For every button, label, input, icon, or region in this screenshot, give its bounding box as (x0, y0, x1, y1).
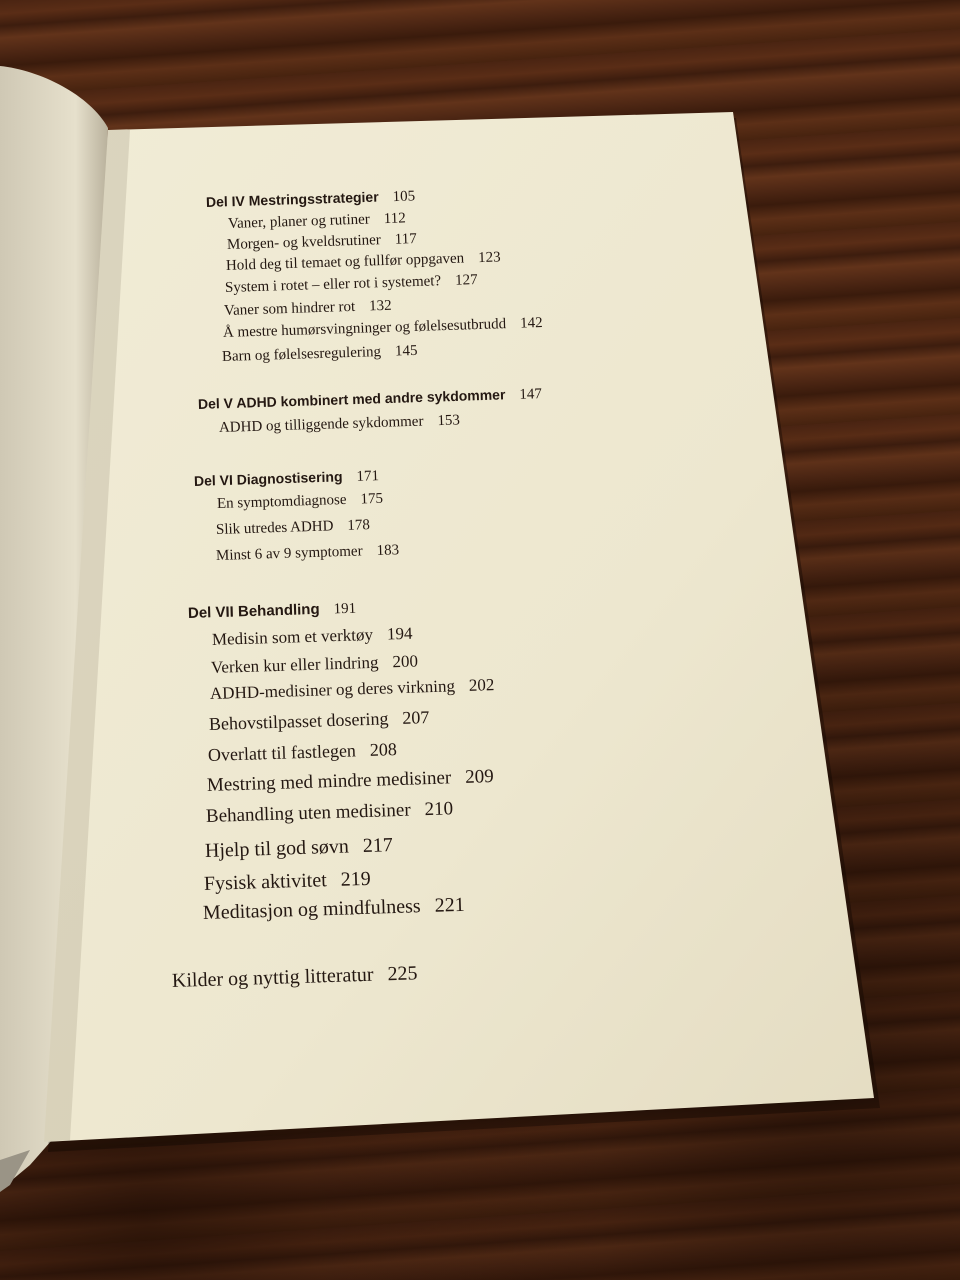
toc-item: ADHD-medisiner og deres virkning 202 (209, 675, 495, 703)
toc-item: Slik utredes ADHD 178 (215, 517, 371, 538)
toc-item: Barn og følelsesregulering 145 (221, 342, 418, 365)
toc-item: System i rotet – eller rot i systemet? 127 (224, 272, 478, 296)
toc-part-heading: Del IV Mestringsstrategier 105 (205, 188, 416, 210)
toc-item: Hold deg til temaet og fullfør oppgaven 123 (225, 249, 501, 274)
toc-part-heading: Del VII Behandling 191 (187, 600, 357, 622)
toc-closing-entry: Kilder og nyttig litteratur 225 (171, 962, 418, 992)
toc-item: Minst 6 av 9 symptomer 183 (215, 542, 400, 564)
toc-item: Fysisk aktivitet 219 (203, 867, 372, 895)
toc-item: En symptomdiagnose 175 (216, 490, 384, 512)
toc-item: Å mestre humørsvingninger og følelsesutbrudd 142 (222, 314, 543, 341)
toc-item: Mestring med mindre medisiner 209 (206, 765, 494, 796)
toc-item: Morgen- og kveldsrutiner 117 (226, 231, 417, 253)
toc-item: Overlatt til fastlegen 208 (207, 739, 398, 765)
toc-part-heading: Del VI Diagnostisering 171 (193, 468, 380, 489)
toc-item: Behandling uten medisiner 210 (205, 798, 454, 827)
toc-item: Vaner som hindrer rot 132 (223, 297, 392, 319)
toc-item: Medisin som et verktøy 194 (211, 623, 413, 649)
toc-part-heading: Del V ADHD kombinert med andre sykdommer 147 (197, 386, 543, 412)
toc-item: Vaner, planer og rutiner 112 (227, 210, 406, 232)
toc-item: Verken kur eller lindring 200 (210, 651, 419, 677)
toc-item: Hjelp til god søvn 217 (204, 834, 394, 862)
toc-item: Behovstilpasset dosering 207 (208, 707, 430, 734)
toc-item: ADHD og tilliggende sykdommer 153 (218, 412, 461, 436)
toc-item: Meditasjon og mindfulness 221 (202, 893, 465, 924)
